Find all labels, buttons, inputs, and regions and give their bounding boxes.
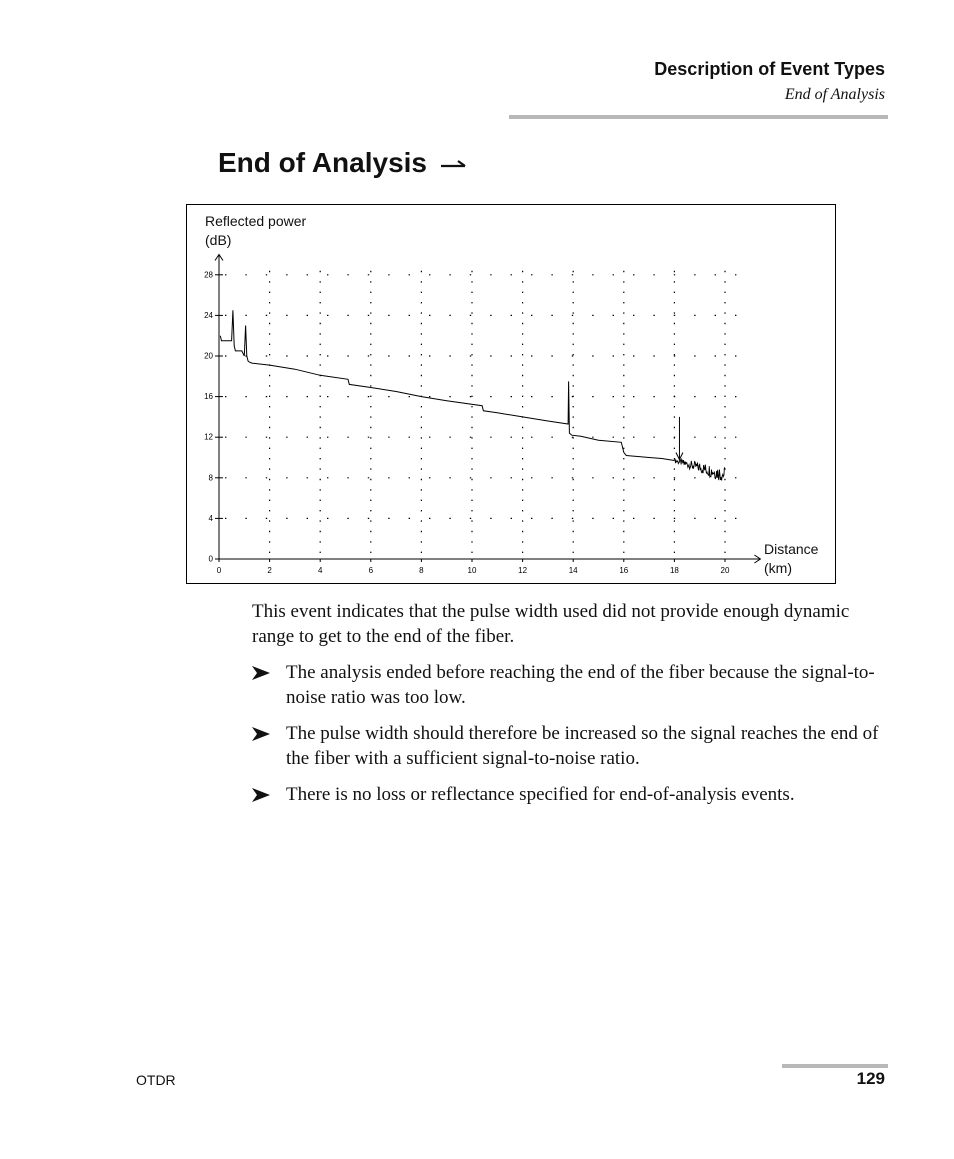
arrowhead-bullet-icon xyxy=(252,666,270,680)
x-tick-label: 8 xyxy=(419,566,424,575)
otdr-trace-line xyxy=(220,310,674,460)
body-text xyxy=(252,599,882,818)
x-tick-label: 12 xyxy=(518,566,528,575)
x-tick-label: 4 xyxy=(317,566,323,575)
otdr-trace-chart xyxy=(187,205,835,583)
otdr-trace-noise xyxy=(674,459,725,481)
running-header-title: Description of Event Types xyxy=(654,59,885,79)
y-tick-label: 20 xyxy=(204,351,213,361)
footer-product: OTDR xyxy=(136,1072,176,1088)
x-tick-label: 16 xyxy=(619,566,629,575)
y-tick-label: 24 xyxy=(204,310,213,320)
x-tick-label: 20 xyxy=(720,566,730,575)
x-tick-label: 18 xyxy=(669,566,679,575)
bullet-text: The analysis ended before reaching the end of the fiber because the signal-to-noise ratio was too low. xyxy=(286,662,875,708)
y-tick-label: 16 xyxy=(204,392,213,402)
x-tick-label: 0 xyxy=(216,566,222,575)
bullet-item xyxy=(252,660,882,710)
x-tick-label: 14 xyxy=(568,566,578,575)
intro-paragraph: This event indicates that the pulse width used did not provide enough dynamic range to get to the end of the fiber. xyxy=(252,601,850,647)
y-tick-label: 4 xyxy=(208,513,213,523)
y-tick-label: 0 xyxy=(208,554,213,564)
y-tick-label: 28 xyxy=(204,270,213,280)
x-axis-label: Distance (km) xyxy=(764,541,819,576)
header-rule xyxy=(509,115,888,119)
x-tick-label: 6 xyxy=(368,566,374,575)
y-tick-label: 8 xyxy=(208,473,213,483)
bullet-item xyxy=(252,782,882,807)
otdr-trace-figure xyxy=(186,204,836,584)
bullet-list xyxy=(252,660,882,807)
running-header xyxy=(654,57,885,107)
bullet-text: There is no loss or reflectance specified for end-of-analysis events. xyxy=(286,784,795,805)
x-tick-label: 10 xyxy=(467,566,477,575)
arrowhead-bullet-icon xyxy=(252,727,270,741)
y-tick-label: 12 xyxy=(204,432,213,442)
x-tick-label: 2 xyxy=(267,566,272,575)
arrowhead-bullet-icon xyxy=(252,788,270,802)
end-of-analysis-arrow-icon xyxy=(439,158,469,172)
bullet-item xyxy=(252,721,882,771)
section-title: End of Analysis xyxy=(218,147,428,178)
bullet-text: The pulse width should therefore be increased so the signal reaches the end of the fiber with a sufficient signal-to-noise ratio. xyxy=(286,723,879,769)
page-number: 129 xyxy=(856,1069,885,1088)
section-heading xyxy=(218,143,469,183)
running-header-subtitle: End of Analysis xyxy=(784,86,885,103)
y-axis-label: Reflected power (dB) xyxy=(205,213,307,248)
